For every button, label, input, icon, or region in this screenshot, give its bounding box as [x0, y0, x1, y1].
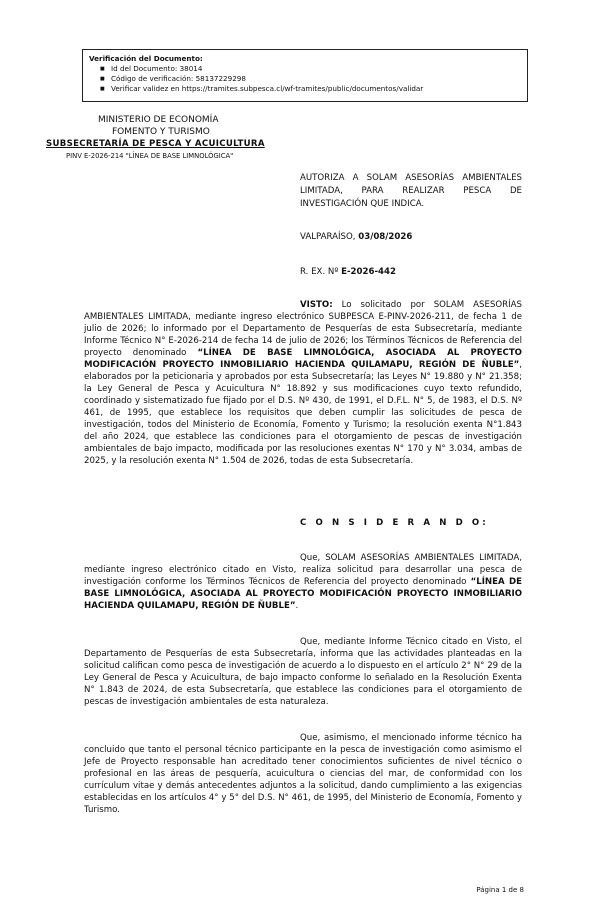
considerando-heading: C O N S I D E R A N D O:: [300, 518, 489, 528]
document-id: ■ Id del Documento: 38014: [111, 64, 521, 74]
page-number: Página 1 de 8: [476, 886, 524, 894]
considerando-1-text: Que, SOLAM ASESORÍAS AMBIENTALES LIMITADA, mediante ingreso electrónico citado en Visto, realiza solicitud para desarrollar una pesca de investigación conforme los Términos Técnicos de Referencia del proyecto denominado: [84, 553, 522, 587]
subsecretaria-heading: SUBSECRETARÍA DE PESCA Y ACUICULTURA: [46, 139, 265, 149]
considerando-paragraph-3: Que, asimismo, el mencionado informe técnico ha concluido que tanto el personal técnico participante en la pesca de investigación como asimismo el Jefe de Proyecto responsable han acreditado tener conocimientos suficientes de nivel técnico o profesional en las áreas de pesquería, acuicultura o ciencias del mar, de conformidad con los currículum vitae y demás antecedentes adjuntos a la solicitud, dando cumplimiento a las exigencias establecidas en los artículos 4° y 5° del D.S. N° 461, de 1995, del Ministerio de Economía, Fomento y Turismo.: [84, 733, 522, 815]
verification-url[interactable]: ■ Verificar validez en https://tramites.subpesca.cl/wf-tramites/public/documentos/validar: [111, 84, 521, 94]
resolution-title: AUTORIZA A SOLAM ASESORÍAS AMBIENTALES LIMITADA, PARA REALIZAR PESCA DE INVESTIGACIÓN QUE INDICA.: [300, 173, 522, 209]
ministry-line-2: FOMENTO Y TURISMO: [112, 127, 210, 137]
visto-paragraph: [84, 299, 522, 467]
resolution-number-line: [300, 266, 396, 278]
visto-text-2: , elaborados por la peticionaria y aprobados por esta Subsecretaría; las Leyes N° 19.880 y N° 21.358; la Ley General de Pesca y Acuicultura N° 18.892 y sus modificaciones cuyo texto refundido, coordinado y sistematizado fue fijado por el D.S. Nº 430, de 1991, el D.F.L. N° 5, de 1983, el D.S. Nº 461, de 1995, que establece los requisitos que deben cumplir las solicitudes de pesca de investigación, todos del Ministerio de Economía, Fomento y Turismo; la resolución exenta N°1.843 del año 2024, que establece las condiciones para el otorgamiento de pescas de investigación ambientales de bajo impacto, modificada por las resoluciones exentas N° 170 y N° 3.034, ambas de 2025, y la resolución exenta N° 1.504 de 2026, todas de esta Subsecretaría.: [84, 360, 522, 466]
place-date: [300, 231, 412, 243]
resolution-date: 03/08/2026: [358, 232, 413, 242]
visto-label: VISTO:: [300, 300, 333, 310]
visto-project-name: “LÍNEA DE BASE LIMNOLÓGICA, ASOCIADA AL PROYECTO MODIFICACIÓN PROYECTO INMOBILIARIO HACIENDA QUILAMAPU, REGIÓN DE ÑUBLE”: [84, 348, 522, 370]
visto-text-1: Lo solicitado por SOLAM ASESORÍAS AMBIENTALES LIMITADA, mediante ingreso electrónico SUBPESCA E-PINV-2026-211, de fecha 1 de julio de 2026; lo informado por el Departamento de Pesquerías de esta Subsecretaría, mediante Informe Técnico N° E-2026-214 de fecha 14 de julio de 2026; los Términos Técnicos de Referencia del proyecto denominado: [84, 300, 522, 358]
considerando-paragraph-1: [84, 552, 522, 612]
resolution-prefix: R. EX. Nº: [300, 267, 342, 277]
project-reference: PINV E-2026-214 "LÍNEA DE BASE LIMNOLÓGICA": [66, 152, 234, 160]
considerando-1-project: “LÍNEA DE BASE LIMNOLÓGICA, ASOCIADA AL PROYECTO MODIFICACIÓN PROYECTO INMOBILIARIO HACIENDA QUILAMAPU, REGIÓN DE ÑUBLE”: [84, 577, 523, 611]
verification-box: [82, 49, 528, 102]
resolution-number: E-2026-442: [341, 267, 396, 277]
ministry-line-1: MINISTERIO DE ECONOMÍA: [98, 115, 219, 125]
verification-code: ■ Código de verificación: 58137229298: [111, 74, 521, 84]
considerando-1-end: .: [295, 601, 299, 611]
place: VALPARAÍSO,: [300, 232, 359, 242]
verification-list: [89, 64, 521, 94]
considerando-paragraph-2: Que, mediante Informe Técnico citado en Visto, el Departamento de Pesquerías de esta Subsecretaría, informa que las actividades planteadas en la solicitud califican como pesca de investigación de acuerdo a lo dispuesto en el artículo 2° N° 29 de la Ley General de Pesca y Acuicultura, de bajo impacto conforme lo señalado en la Resolución Exenta N° 1.843 de 2024, de esta Subsecretaría, que establece las condiciones para el otorgamiento de pescas de investigación ambientales de esta naturaleza.: [84, 637, 522, 707]
verification-title: Verificación del Documento:: [89, 54, 203, 63]
